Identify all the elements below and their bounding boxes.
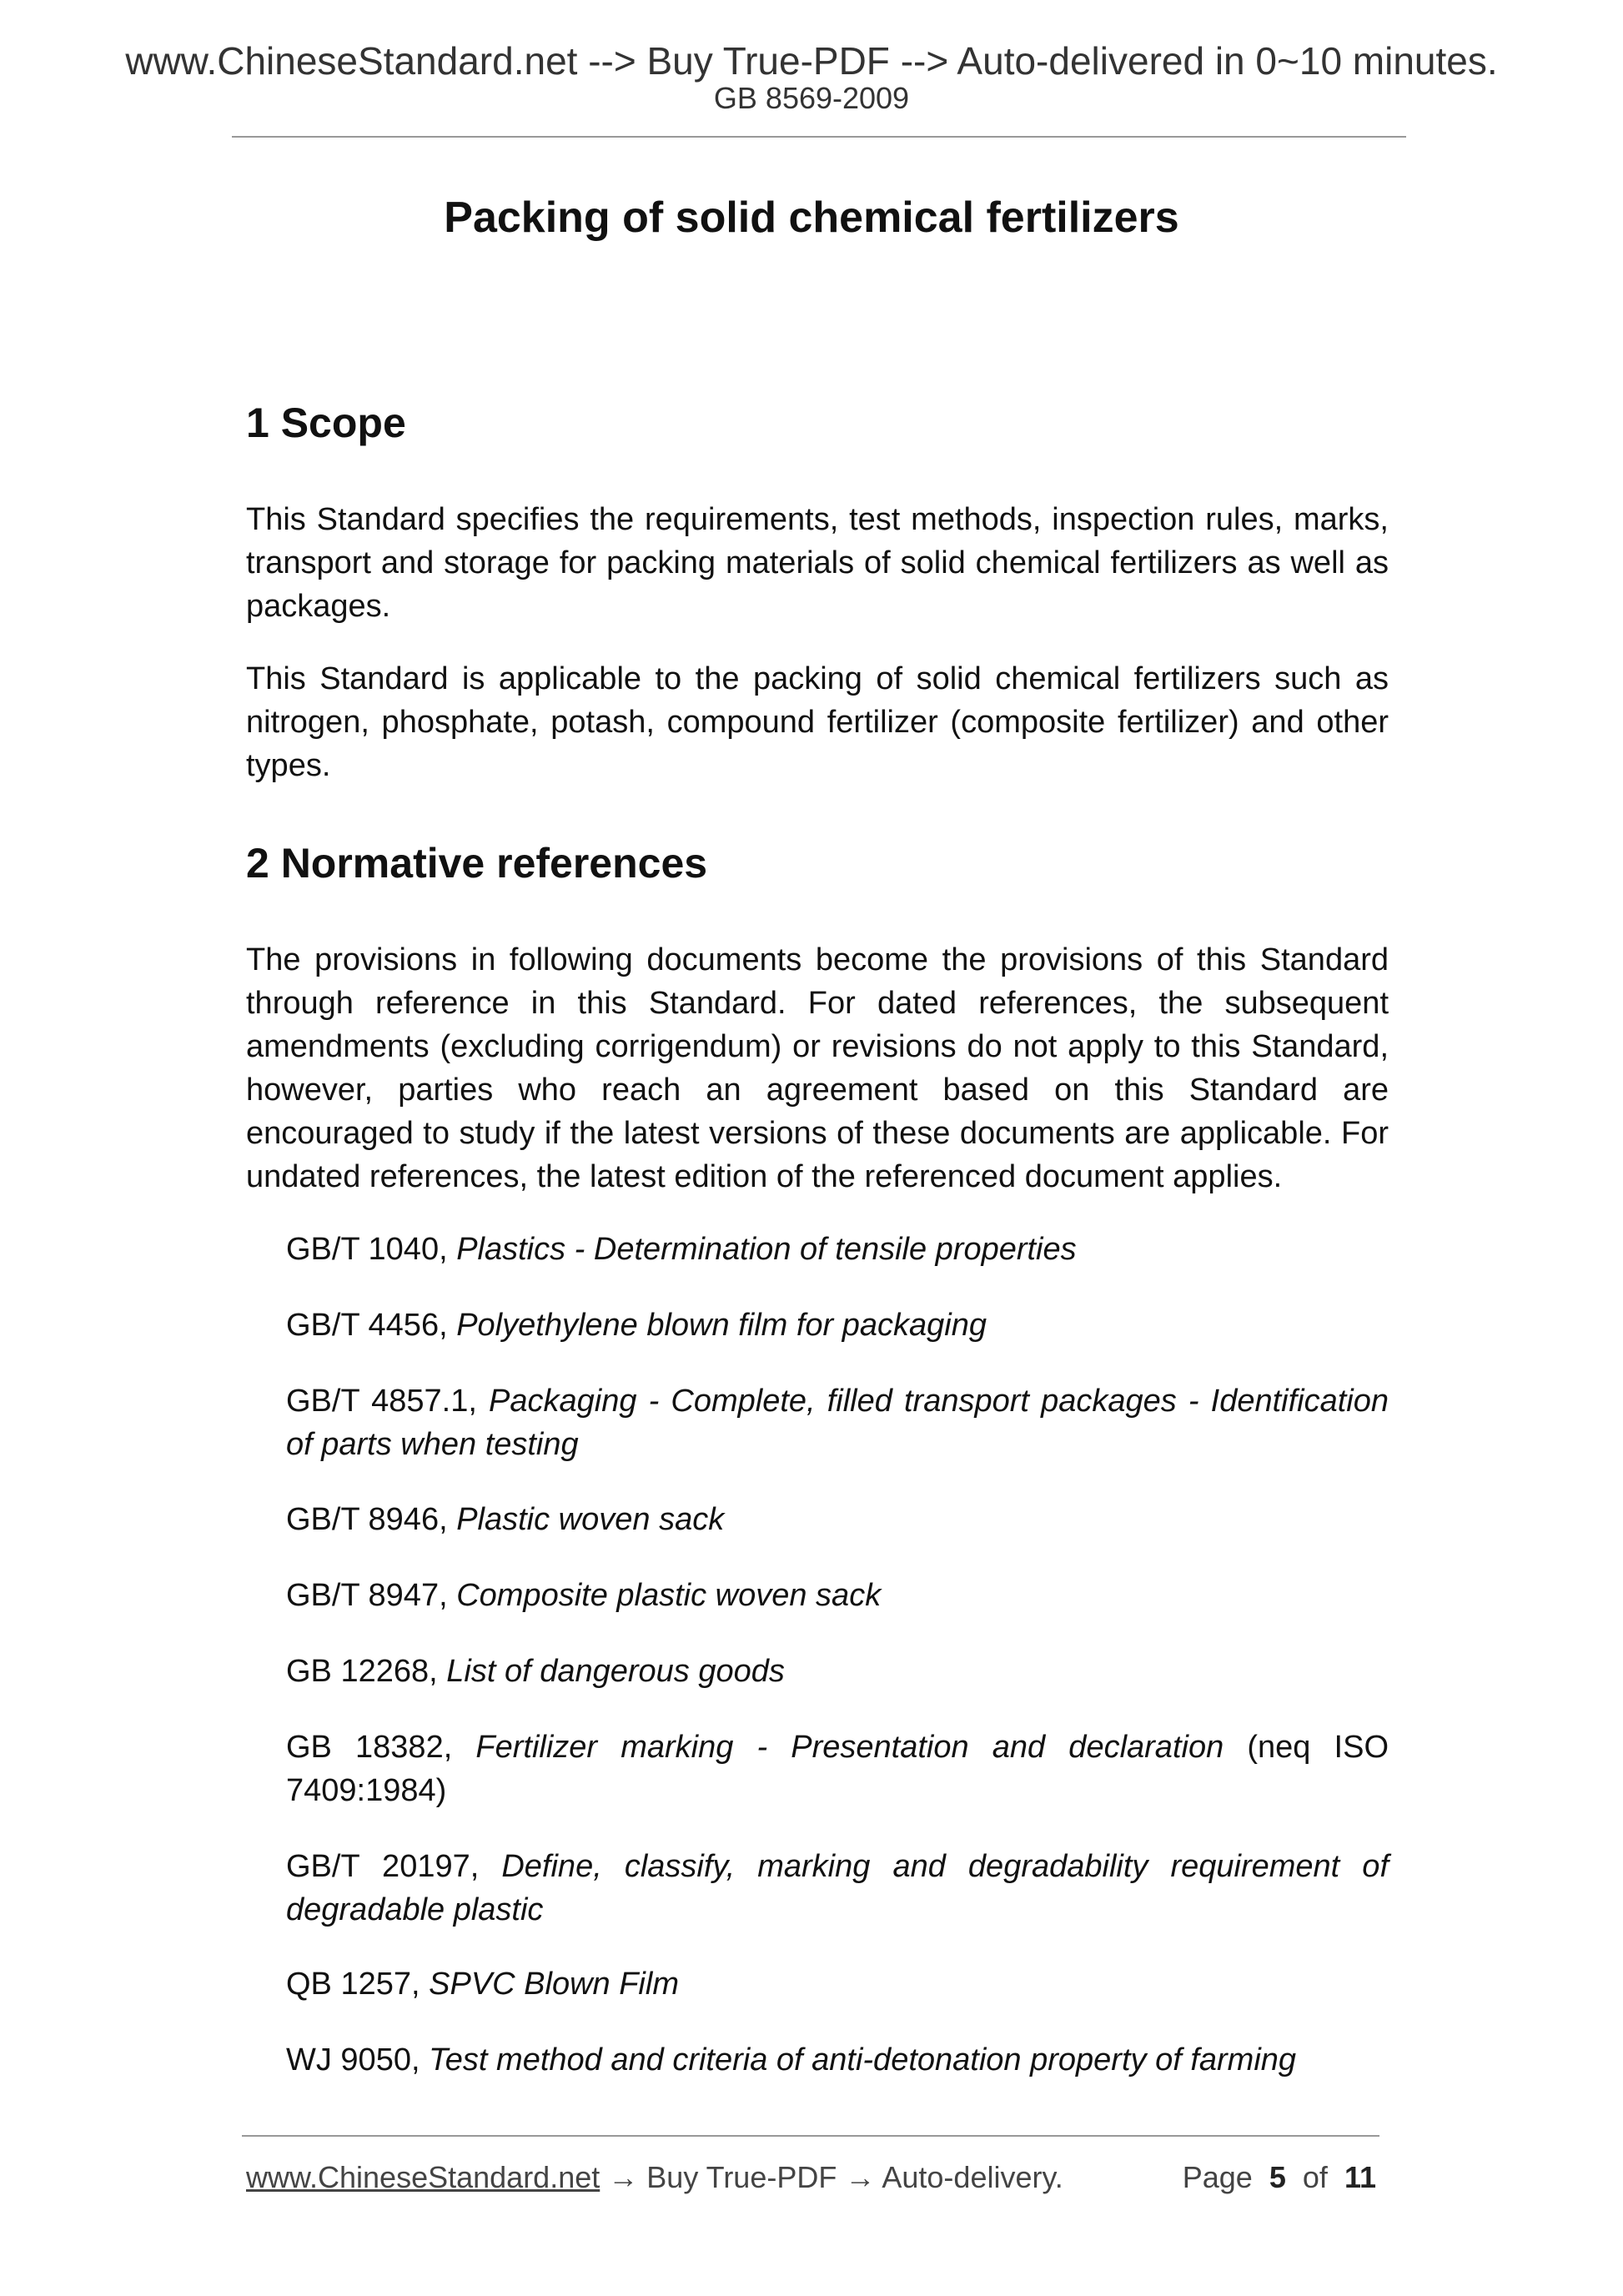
reference-item: GB/T 8947, Composite plastic woven sack xyxy=(286,1578,882,1613)
reference-item: WJ 9050, Test method and criteria of anti-detonation property of farming xyxy=(286,2042,1297,2077)
reference-item: GB/T 4857.1, Packaging - Complete, filled transport packages - Identification of parts when testing xyxy=(286,1384,1389,1462)
arrow-right-icon: → xyxy=(845,2160,876,2194)
footer-buy-text: Buy True-PDF xyxy=(646,2160,837,2194)
page-footer xyxy=(246,2160,1376,2202)
scope-paragraph-1: This Standard specifies the requirements, test methods, inspection rules, marks, transport and storage for packing materials of solid chemical fertilizers as well as packages. xyxy=(246,502,1389,624)
scope-paragraph-2: This Standard is applicable to the packing of solid chemical fertilizers such as nitrogen, phosphate, potash, compound fertilizer (composite fertilizer) and other types. xyxy=(246,661,1389,783)
footer-promo xyxy=(246,2160,1063,2195)
page-label: Page xyxy=(1182,2160,1253,2194)
arrow-right-icon: → xyxy=(608,2160,639,2194)
reference-item: QB 1257, SPVC Blown Film xyxy=(286,1967,679,2002)
reference-item: GB 12268, List of dangerous goods xyxy=(286,1654,785,1689)
section-heading-scope: 1 Scope xyxy=(246,399,406,446)
page-of: of xyxy=(1302,2160,1328,2194)
header-banner: www.ChineseStandard.net --> Buy True-PDF --> Auto-delivered in 0~10 minutes. xyxy=(125,39,1498,83)
header-divider xyxy=(232,136,1406,138)
page-current: 5 xyxy=(1269,2160,1286,2194)
footer-delivery-text: Auto-delivery. xyxy=(882,2160,1063,2194)
reference-item: GB 18382, Fertilizer marking - Presentation and declaration (neq ISO 7409:1984) xyxy=(286,1730,1389,1808)
reference-item: GB/T 4456, Polyethylene blown film for packaging xyxy=(286,1308,987,1343)
page-number xyxy=(1183,2160,1376,2195)
reference-item: GB/T 20197, Define, classify, marking and degradability requirement of degradable plastic xyxy=(286,1849,1389,1927)
reference-item: GB/T 1040, Plastics - Determination of tensile properties xyxy=(286,1232,1077,1267)
footer-site-link[interactable]: www.ChineseStandard.net xyxy=(246,2160,600,2194)
section-heading-normative-references: 2 Normative references xyxy=(246,840,708,887)
header-doc-number: GB 8569-2009 xyxy=(713,81,910,115)
reference-item: GB/T 8946, Plastic woven sack xyxy=(286,1502,725,1537)
normative-references-paragraph: The provisions in following documents become the provisions of this Standard through reference in this Standard. For dated references, the subsequent amendments (excluding corrigendum) or revisions do not apply to this Standard, however, parties who reach an agreement based on this Standard are encouraged to study if the latest versions of these documents are applicable. For undated references, the latest edition of the referenced document applies. xyxy=(246,942,1389,1194)
document-title: Packing of solid chemical fertilizers xyxy=(444,193,1179,242)
footer-divider xyxy=(242,2135,1379,2137)
page-total: 11 xyxy=(1344,2160,1376,2194)
